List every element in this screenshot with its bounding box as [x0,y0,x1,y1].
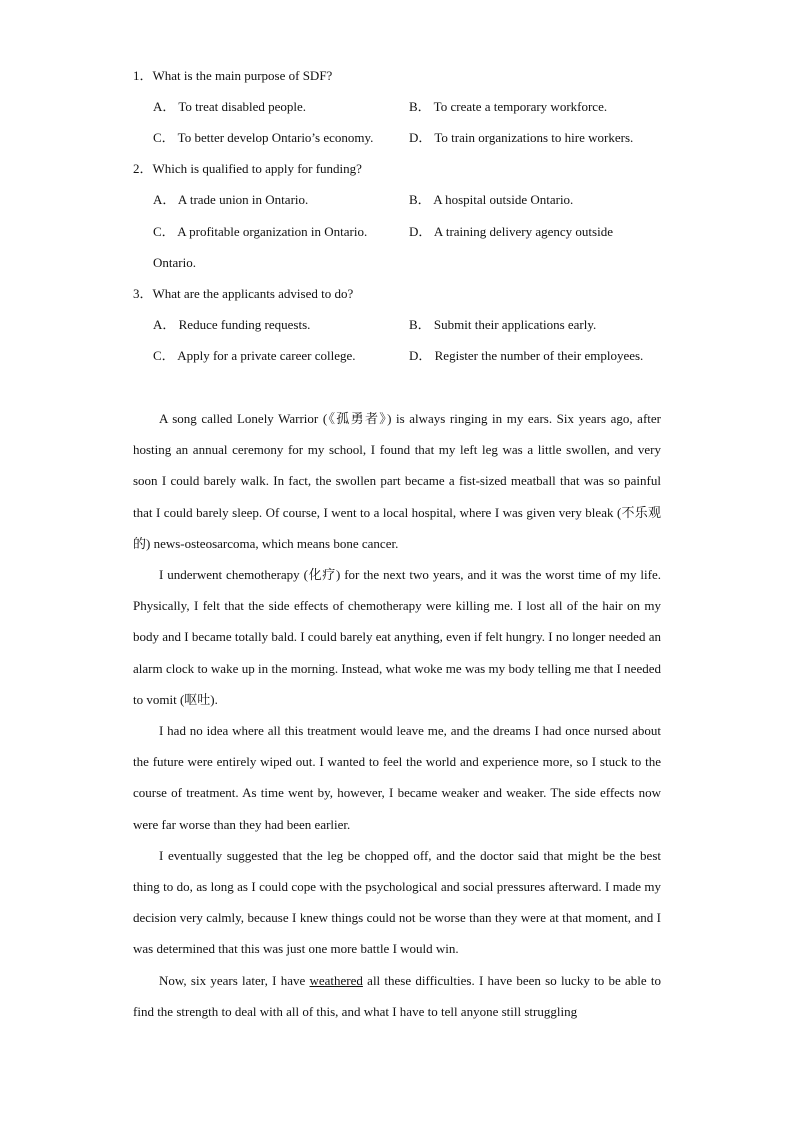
question-text: Which is qualified to apply for funding? [152,161,362,176]
q1-option-c: C． To better develop Ontario’s economy. [153,130,374,145]
reading-passage [133,403,661,1027]
q3-option-b: B． Submit their applications early. [409,317,597,332]
q3-option-d: D． Register the number of their employees. [409,348,644,363]
q1-option-d: D． To train organizations to hire workers. [409,130,634,145]
q3-option-c: C． Apply for a private career college. [153,348,356,363]
question-text: What is the main purpose of SDF? [152,68,333,83]
q2-option-d-continued: Ontario. [153,255,196,270]
q2-option-b: B． A hospital outside Ontario. [409,192,574,207]
q1-option-b: B． To create a temporary workforce. [409,99,608,114]
passage-paragraph-4: I eventually suggested that the leg be chopped off, and the doctor said that might be the best thing to do, as long as I could cope with the psychological and social pressures afterward. I made my decision very calmly, because I knew things could not be worse than they were at that moment, and I was determined that this was just one more battle I would win. [133,847,661,957]
passage-paragraph-3: I had no idea where all this treatment would leave me, and the dreams I had once nursed about the future were entirely wiped out. I wanted to feel the world and experience more, so I stuck to the course of treatment. As time went by, however, I became weaker and weaker. The side effects now were far worse than they had been earlier. [133,723,661,832]
q3-option-a: A． Reduce funding requests. [153,317,311,332]
passage-paragraph-5 [133,965,661,1027]
question-number: 1． [133,68,153,83]
question-1 [133,68,332,84]
paragraph-5-rest: all these difficulties. I have been so lucky to be able to find the strength to deal with all of this, and what I have to tell anyone still struggling [133,972,661,1019]
question-3 [133,286,353,302]
question-number: 2． [133,161,153,176]
paragraph-5-start: Now, six years later, I have [159,972,310,988]
passage-paragraph-2: I underwent chemotherapy (化疗) for the next two years, and it was the worst time of my life. Physically, I felt that the side effects of chemotherapy were killing me. I lost all of the hair on my body and I became totally bald. I could barely eat anything, even if felt hungry. I no longer needed an alarm clock to wake up in the morning. Instead, what woke me was my body telling me that I needed to vomit (呕吐). [133,567,661,707]
passage-paragraph-1: A song called Lonely Warrior (《孤勇者》) is always ringing in my ears. Six years ago, after hosting an annual ceremony for my school, I found that my left leg was a little swollen, and very soon I could barely walk. In fact, the swollen part became a fist-sized meatball that was so painful that I could barely sleep. Of course, I went to a local hospital, where I was given very bleak (不乐观的) news-osteosarcoma, which means bone cancer. [133,411,661,551]
q2-option-a: A． A trade union in Ontario. [153,192,309,207]
question-number: 3． [133,286,153,301]
question-2 [133,161,362,177]
q2-option-d: D． A training delivery agency outside [409,224,613,239]
underlined-word: weathered [309,972,363,988]
q1-option-a: A． To treat disabled people. [153,99,307,114]
question-text: What are the applicants advised to do? [152,286,354,301]
q2-option-c: C． A profitable organization in Ontario. [153,224,368,239]
